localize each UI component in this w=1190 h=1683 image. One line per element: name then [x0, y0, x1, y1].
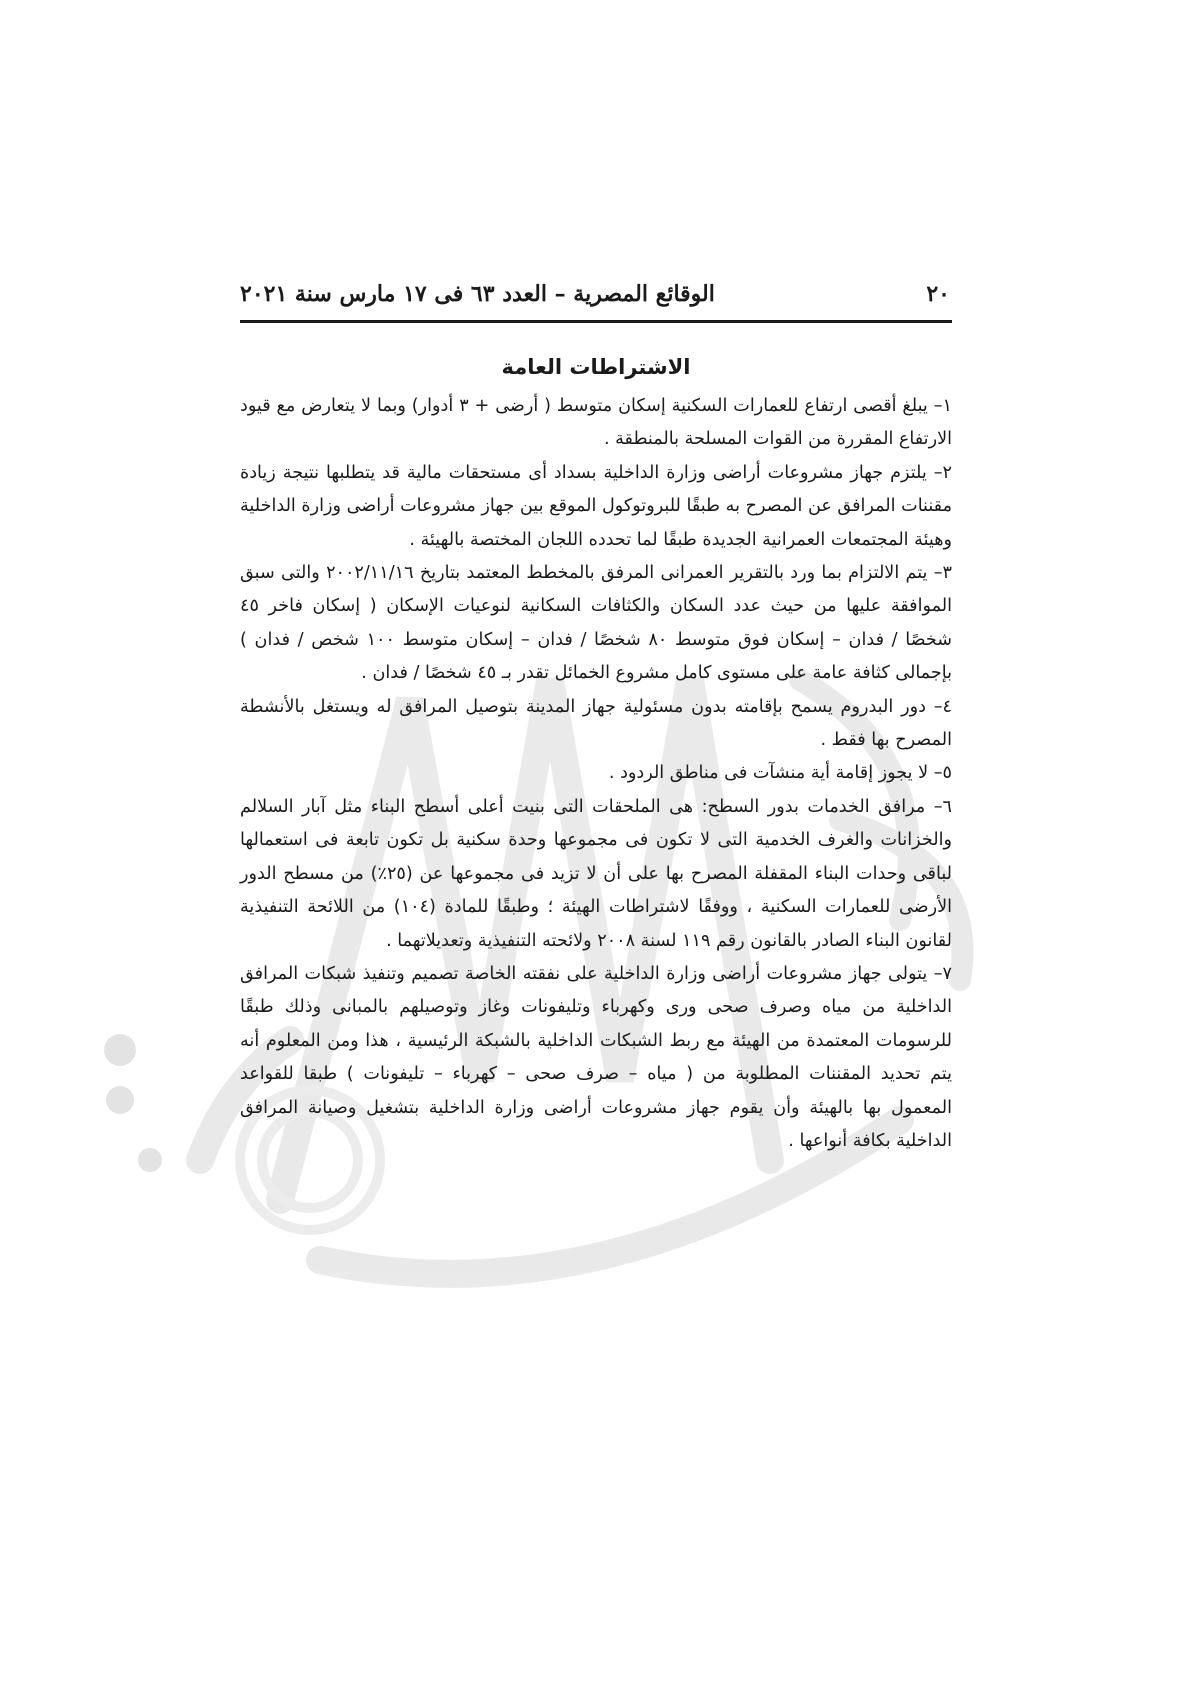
paragraph-7: ٧– يتولى جهاز مشروعات أراضى وزارة الداخلية على نفقته الخاصة تصميم وتنفيذ شبكات المرافق الداخلية من مياه وصرف صحى ورى وكهرباء وتليفونات وغاز وتوصيلهم بالمبانى وذلك طبقًا للرسومات المعتمدة من الهيئة مع ربط الشبكات الداخلية بالشبكة الرئيسية ، هذا ومن المعلوم أنه يتم تحديد المقننات المطلوبة من ( مياه – صرف صحى – كهرباء – تليفونات ) طبقا للقواعد المعمول بها بالهيئة وأن يقوم جهاز مشروعات أراضى وزارة الداخلية بتشغيل وصيانة المرافق الداخلية بكافة أنواعها . [240, 963, 952, 1151]
page-header [240, 272, 950, 316]
paragraph-1: ١– يبلغ أقصى ارتفاع للعمارات السكنية إسكان متوسط ( أرضى + ٣ أدوار) وبما لا يتعارض مع قيود الارتفاع المقررة من القوات المسلحة بالمنطقة . [240, 396, 952, 450]
paragraph-6: ٦– مرافق الخدمات بدور السطح: هى الملحقات التى بنيت أعلى أسطح البناء مثل آبار السلالم والخزانات والغرف الخدمية التى لا تكون فى مجموعها وحدة سكنية بل تكون تابعة فى استعمالها لباقى وحدات البناء المقفلة المصرح بها على أن لا تزيد فى مجموعها عن (٢٥٪) من مسطح الدور الأرضى للعمارات السكنية ، ووفقًا لاشتراطات الهيئة ؛ وطبقًا للمادة (١٠٤) من اللائحة التنفيذية لقانون البناء الصادر بالقانون رقم ١١٩ لسنة ٢٠٠٨ ولائحته التنفيذية وتعديلاتهما . [240, 796, 952, 951]
page-number: ٢٠ [926, 281, 950, 307]
header-divider [240, 320, 952, 323]
section-title: الاشتراطات العامة [501, 355, 691, 379]
document-body [240, 390, 952, 1158]
paragraph-3: ٣– يتم الالتزام بما ورد بالتقرير العمرانى المرفق بالمخطط المعتمد بتاريخ ٢٠٠٢/١١/١٦ والتى سبق الموافقة عليها من حيث عدد السكان والكثافات السكانية لنوعيات الإسكان ( إسكان فاخر ٤٥ شخصًا / فدان – إسكان فوق متوسط ٨٠ شخصًا / فدان – إسكان متوسط ١٠٠ شخص / فدان ) بإجمالى كثافة عامة على مستوى كامل مشروع الخمائل تقدر بـ ٤٥ شخصًا / فدان . [240, 563, 952, 684]
paragraph-2: ٢– يلتزم جهاز مشروعات أراضى وزارة الداخلية بسداد أى مستحقات مالية قد يتطلبها نتيجة زيادة مقننات المرافق عن المصرح به طبقًا للبروتوكول الموقع بين جهاز مشروعات أراضى وزارة الداخلية وهيئة المجتمعات العمرانية الجديدة طبقًا لما تحدده اللجان المختصة بالهيئة . [240, 462, 952, 550]
paragraph-5: ٥– لا يجوز إقامة أية منشآت فى مناطق الردود . [608, 763, 952, 784]
paragraph-4: ٤– دور البدروم يسمح بإقامته بدون مسئولية جهاز المدينة بتوصيل المرافق له ويستغل بالأنشطة المصرح بها فقط . [240, 696, 952, 751]
publication-title: الوقائع المصرية – العدد ٦٣ فى ١٧ مارس سنة ٢٠٢١ [240, 281, 715, 307]
